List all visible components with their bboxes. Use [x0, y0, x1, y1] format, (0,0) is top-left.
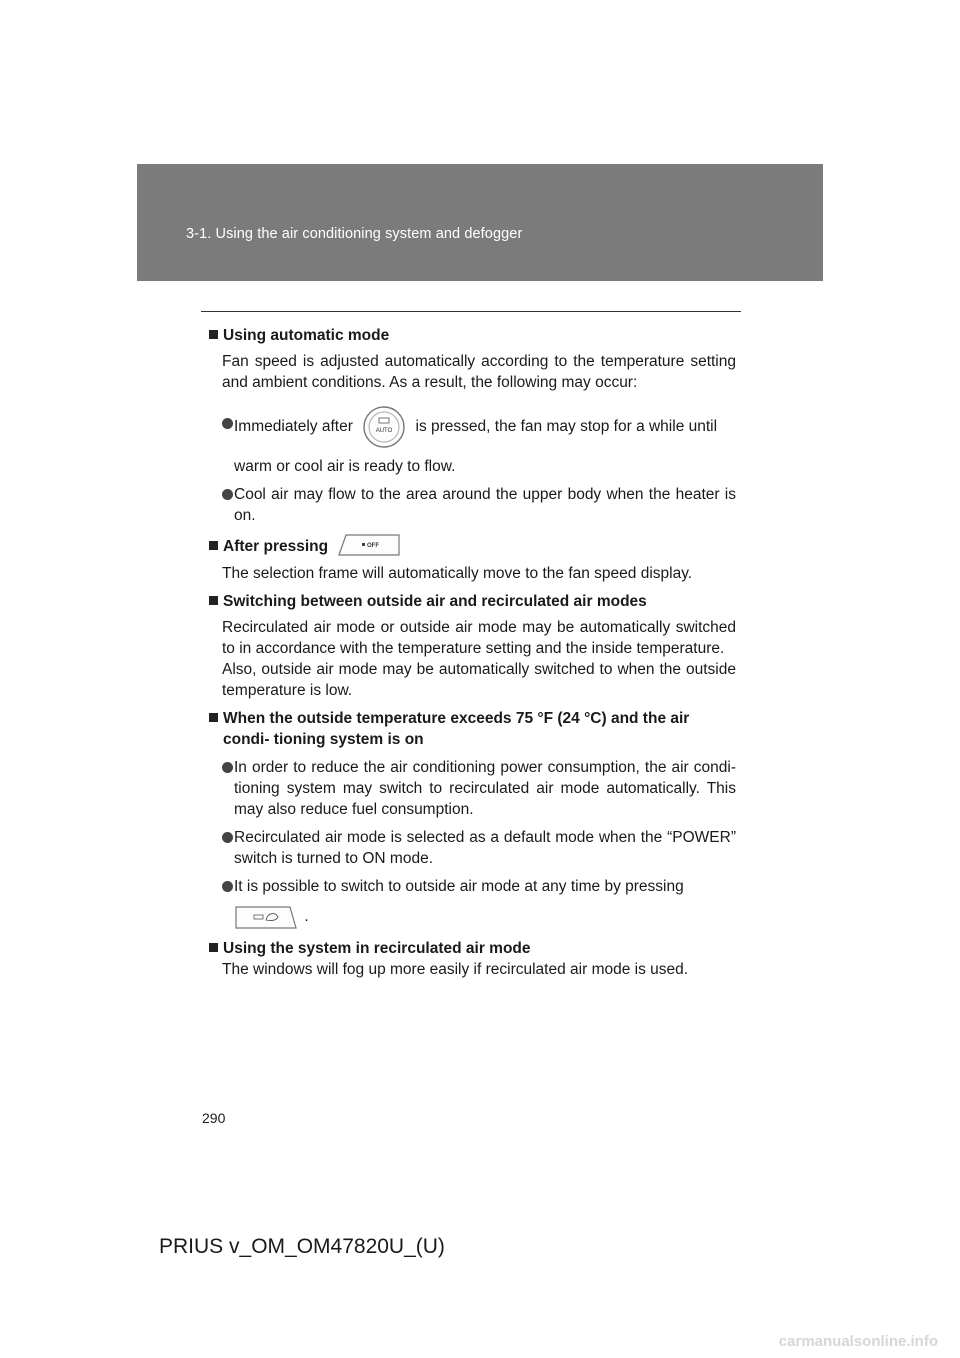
section-hot-conditions: [208, 708, 736, 931]
square-bullet-icon: [209, 541, 218, 550]
section-heading: When the outside temperature exceeds 75 °F (24 °C) and the air condi- tioning system is on: [208, 708, 736, 750]
circle-bullet-icon: [222, 832, 233, 843]
paragraph: The selection frame will automatically move to the fan speed display.: [222, 565, 693, 582]
list-item: Cool air may flow to the area around the upper body when the heater is on.: [208, 484, 736, 526]
square-bullet-icon: [209, 943, 218, 952]
footer-code: PRIUS v_OM_OM47820U_(U): [159, 1235, 445, 1258]
svg-text:AUTO: AUTO: [375, 428, 393, 434]
watermark: carmanualsonline.info: [778, 1333, 938, 1350]
section-heading: Using the system in recirculated air mode: [208, 938, 736, 959]
paragraph: Fan speed is adjusted automatically according to the temperature setting and ambient conditions. As a result, the following may occur:: [222, 353, 736, 391]
section-auto-mode: [208, 325, 736, 526]
paragraph: Recirculated air mode or outside air mode may be automatically switched to in accordance with the temperature setting and the inside temperature.: [222, 619, 736, 657]
outside-air-button-icon: [234, 903, 300, 931]
auto-button-icon: [357, 404, 411, 450]
circle-bullet-icon: [222, 489, 233, 500]
list-item: Immediately after AUTO is pressed, the fan may stop for a while until: [208, 404, 736, 450]
section-heading: Using automatic mode: [208, 325, 736, 346]
paragraph: warm or cool air is ready to flow.: [234, 458, 456, 475]
list-item: In order to reduce the air conditioning power consumption, the air condi- tioning system may switch to recirculated air mode automatically. This may also reduce fuel consumption.: [208, 757, 736, 820]
paragraph: Also, outside air mode may be automatically switched to when the outside temperature is low.: [222, 661, 736, 699]
divider: [201, 311, 741, 312]
svg-text:OFF: OFF: [367, 543, 380, 549]
circle-bullet-icon: [222, 418, 233, 429]
section-recirculated: [208, 938, 736, 980]
section-title: 3-1. Using the air conditioning system and defogger: [186, 226, 523, 242]
section-heading: After pressing OFF: [208, 536, 736, 558]
header-band: [137, 164, 823, 281]
square-bullet-icon: [209, 596, 218, 605]
section-heading: Switching between outside air and recirculated air modes: [208, 591, 736, 612]
circle-bullet-icon: [222, 881, 233, 892]
square-bullet-icon: [209, 713, 218, 722]
square-bullet-icon: [209, 330, 218, 339]
off-button-icon: [336, 532, 402, 558]
paragraph: The windows will fog up more easily if recirculated air mode is used.: [222, 961, 689, 978]
page-number: 290: [202, 1110, 226, 1126]
section-after-off: [208, 536, 736, 584]
list-item: Recirculated air mode is selected as a default mode when the “POWER” switch is turned to ON mode.: [208, 827, 736, 869]
section-switching: [208, 591, 736, 701]
circle-bullet-icon: [222, 762, 233, 773]
page-content: [208, 325, 736, 987]
list-item: It is possible to switch to outside air mode at any time by pressing .: [208, 876, 736, 931]
